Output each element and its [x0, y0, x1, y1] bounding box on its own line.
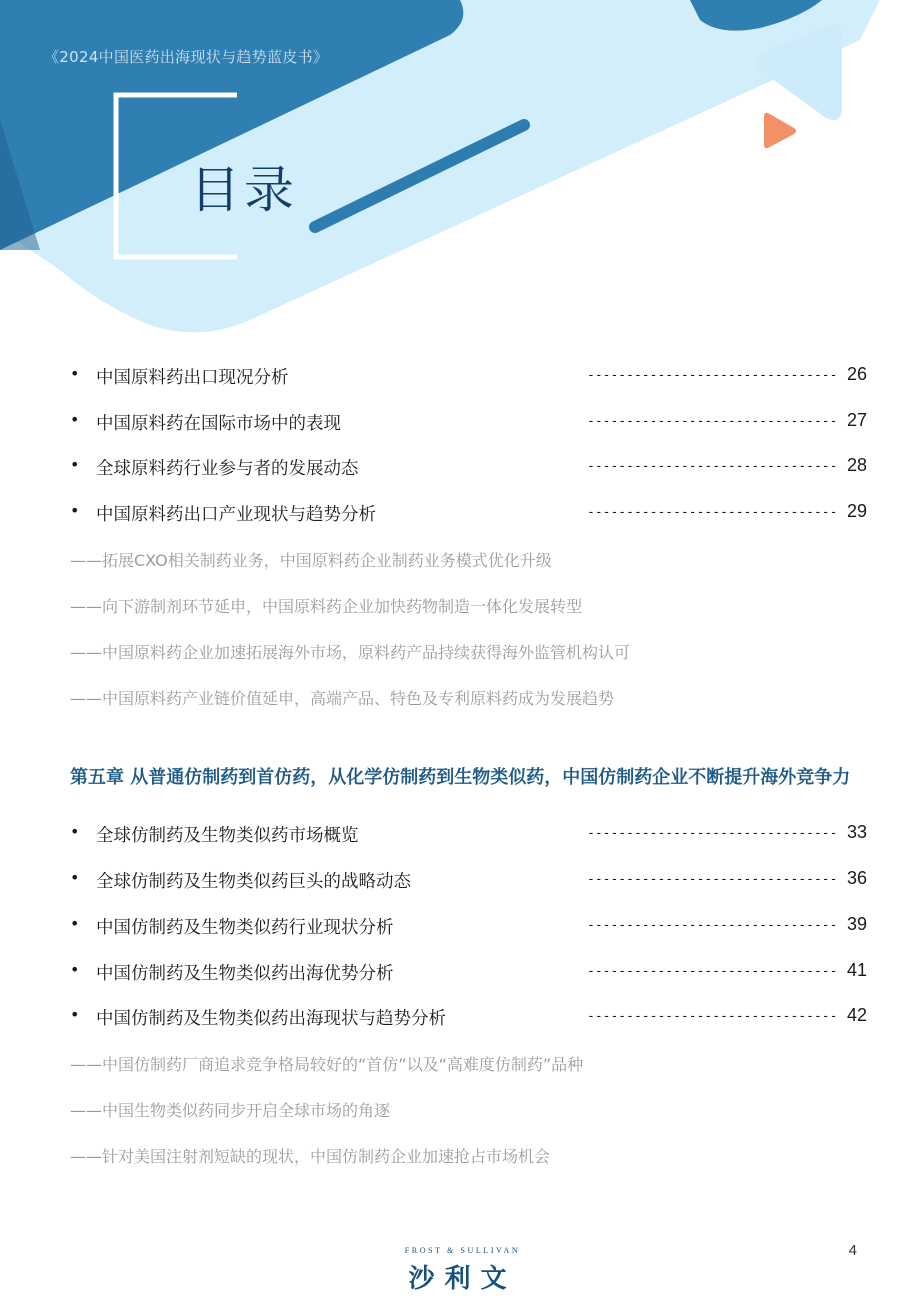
toc-entry-label: 中国仿制药及生物类似药出海现状与趋势分析 — [96, 1009, 446, 1029]
frost-sullivan-logo-en: FROST & SULLIVAN — [404, 1246, 521, 1255]
bullet-icon: • — [70, 960, 80, 979]
toc-entry[interactable] — [70, 868, 870, 894]
toc-leader: -------------------------------- — [587, 368, 838, 383]
bullet-icon: • — [70, 914, 80, 933]
toc-entry-label: 全球原料药行业参与者的发展动态 — [96, 459, 359, 479]
toc-entry[interactable] — [70, 501, 870, 527]
toc-subitem: ——针对美国注射剂短缺的现状，中国仿制药企业加速抢占市场机会 — [70, 1147, 551, 1166]
toc-page-number: 36 — [846, 868, 867, 888]
toc-leader: -------------------------------- — [587, 826, 838, 841]
toc-entry[interactable] — [70, 822, 870, 848]
orange-triangle-icon — [764, 113, 796, 148]
toc-page-number: 27 — [846, 410, 867, 430]
toc-entry-label: 全球仿制药及生物类似药巨头的战略动态 — [96, 872, 411, 892]
toc-leader: -------------------------------- — [587, 918, 838, 933]
toc-page-number: 26 — [846, 364, 867, 384]
toc-page-number: 33 — [846, 822, 867, 842]
bullet-icon: • — [70, 822, 80, 841]
toc-entry[interactable] — [70, 455, 870, 481]
toc-page-number: 42 — [846, 1005, 867, 1025]
bullet-icon: • — [70, 1005, 80, 1024]
toc-subitem: ——中国原料药企业加速拓展海外市场，原料药产品持续获得海外监管机构认可 — [70, 643, 631, 662]
toc-entry-label: 中国仿制药及生物类似药行业现状分析 — [96, 918, 394, 938]
toc-entry[interactable] — [70, 364, 870, 390]
toc-entry[interactable] — [70, 914, 870, 940]
chapter-title[interactable]: 第五章 从普通仿制药到首仿药，从化学仿制药到生物类似药，中国仿制药企业不断提升海外竞争力 — [70, 767, 851, 788]
toc-leader: -------------------------------- — [587, 505, 838, 520]
toc-leader: -------------------------------- — [587, 1009, 838, 1024]
toc-leader: -------------------------------- — [587, 872, 838, 887]
toc-entry-label: 全球仿制药及生物类似药市场概览 — [96, 826, 359, 846]
page-number: 4 — [848, 1242, 857, 1259]
toc-heading: 目录 — [190, 161, 298, 219]
bullet-icon: • — [70, 501, 80, 520]
bullet-icon: • — [70, 364, 80, 383]
toc-entry-label: 中国仿制药及生物类似药出海优势分析 — [96, 964, 394, 984]
toc-entry-label: 中国原料药出口现况分析 — [96, 368, 289, 388]
toc-entry[interactable] — [70, 410, 870, 436]
toc-leader: -------------------------------- — [587, 459, 838, 474]
report-title: 《2024中国医药出海现状与趋势蓝皮书》 — [44, 48, 329, 66]
toc-page-number: 28 — [846, 455, 867, 475]
toc-leader: -------------------------------- — [587, 964, 838, 979]
toc-subitem: ——中国仿制药厂商追求竞争格局较好的“首仿”以及“高难度仿制药”品种 — [70, 1055, 584, 1074]
toc-page-number: 39 — [846, 914, 867, 934]
toc-page-number: 29 — [846, 501, 867, 521]
toc-subitem: ——向下游制剂环节延申，中国原料药企业加快药物制造一体化发展转型 — [70, 597, 583, 616]
toc-leader: -------------------------------- — [587, 414, 838, 429]
toc-page-number: 41 — [846, 960, 867, 980]
toc-entry[interactable] — [70, 1005, 870, 1031]
toc-entry[interactable] — [70, 960, 870, 986]
toc-entry-label: 中国原料药出口产业现状与趋势分析 — [96, 505, 376, 525]
bullet-icon: • — [70, 455, 80, 474]
toc-entry-label: 中国原料药在国际市场中的表现 — [96, 414, 341, 434]
toc-subitem: ——中国原料药产业链价值延申，高端产品、特色及专利原料药成为发展趋势 — [70, 689, 615, 708]
frost-sullivan-logo-zh: 沙利文 — [408, 1264, 517, 1294]
toc-subitem: ——中国生物类似药同步开启全球市场的角逐 — [70, 1101, 391, 1120]
bullet-icon: • — [70, 410, 80, 429]
toc-subitem: ——拓展CXO相关制药业务，中国原料药企业制药业务模式优化升级 — [70, 551, 552, 570]
bullet-icon: • — [70, 868, 80, 887]
